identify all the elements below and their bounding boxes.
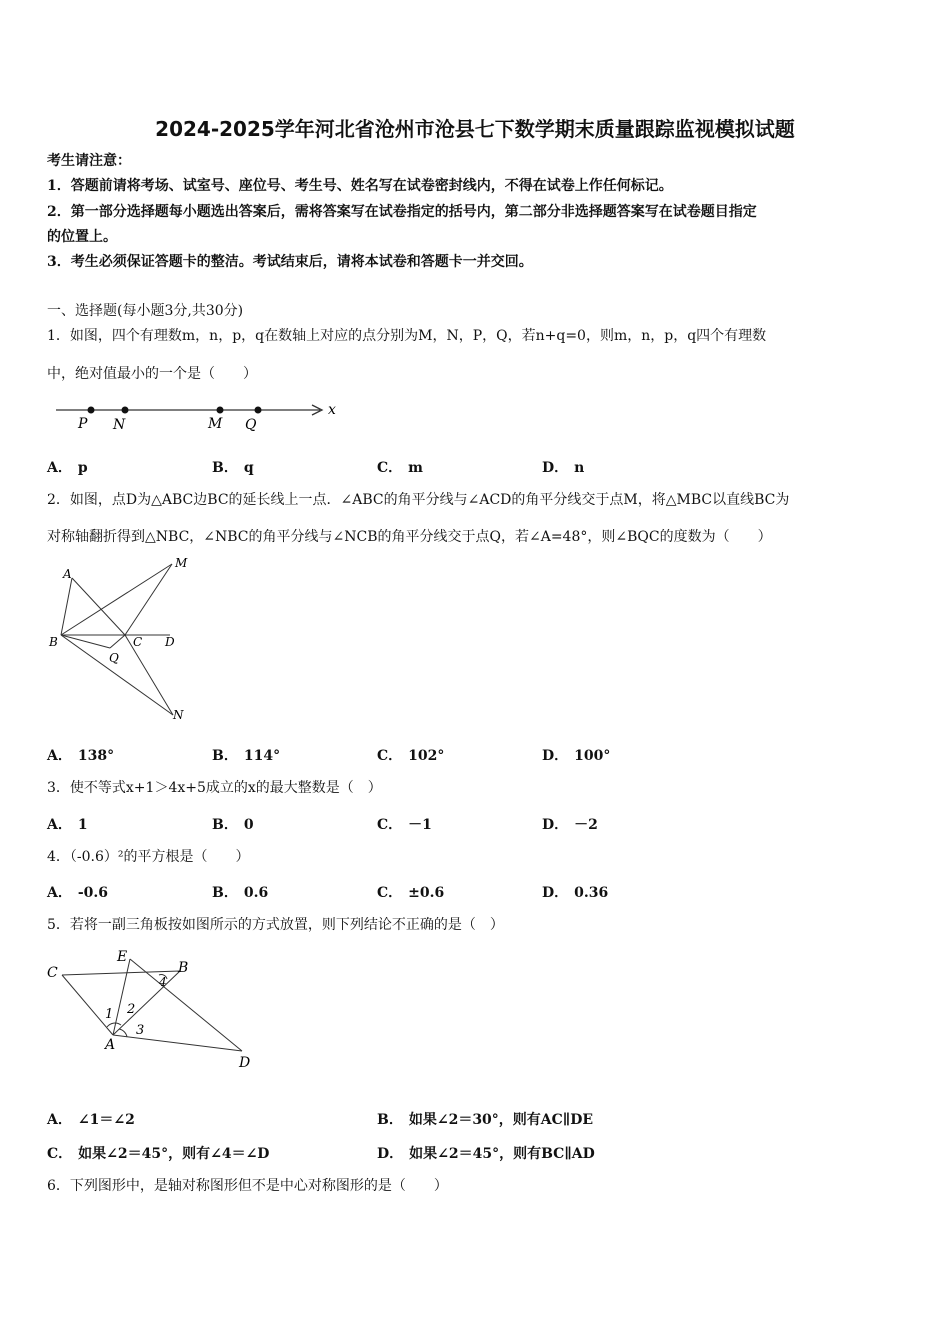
q3-option-b: B． 0 xyxy=(212,817,254,833)
q5-option-c: C． 如果∠2＝45°，则有∠4＝∠D xyxy=(47,1146,270,1162)
point-label-M: M xyxy=(208,416,223,432)
q4-option-a: A． -0.6 xyxy=(47,885,109,901)
notice-heading: 考生请注意： xyxy=(47,153,131,169)
q6-text: 6．下列图形中，是轴对称图形但不是中心对称图形的是（ ） xyxy=(47,1178,448,1194)
notice-item-2: 2．第一部分选择题每小题选出答案后，需将答案写在试卷指定的括号内，第二部分非选择题答案写在试卷题目指定 xyxy=(47,204,757,220)
q2-option-d: D． 100° xyxy=(542,748,611,764)
q4-option-c: C． ±0.6 xyxy=(377,885,445,901)
page-title: 2024-2025学年河北省沧州市沧县七下数学期末质量跟踪监视模拟试题 xyxy=(155,117,795,141)
label-D: D xyxy=(165,635,175,649)
q4-option-d: D． 0.36 xyxy=(542,885,609,901)
axis-label-x: x xyxy=(328,402,336,418)
angle-label-1: 1 xyxy=(105,1007,114,1022)
section-heading: 一、选择题(每小题3分,共30分) xyxy=(47,303,244,319)
q4-text: 4．（-0.6）²的平方根是（ ） xyxy=(47,849,250,865)
label-A: A xyxy=(105,1037,116,1053)
q1-text-line1: 1．如图，四个有理数m，n，p，q在数轴上对应的点分别为M，N，P，Q，若n+q=0，则m，n，p，q四个有理数 xyxy=(47,328,767,344)
label-Q: Q xyxy=(109,651,119,665)
q2-text-line1: 2．如图，点D为△ABC边BC的延长线上一点．∠ABC的角平分线与∠ACD的角平分线交于点M，将△MBC以直线BC为 xyxy=(47,492,790,508)
label-A: A xyxy=(63,567,72,581)
q2-option-b: B． 114° xyxy=(212,748,281,764)
q5-text: 5．若将一副三角板按如图所示的方式放置，则下列结论不正确的是（ ） xyxy=(47,917,504,933)
label-N: N xyxy=(173,708,184,722)
q2-option-c: C． 102° xyxy=(377,748,445,764)
angle-label-4: 4 xyxy=(159,975,167,989)
q1-option-b: B． q xyxy=(212,460,254,476)
q5-figure xyxy=(45,945,265,1075)
label-C: C xyxy=(133,635,143,649)
q1-number-line xyxy=(50,398,350,438)
q5-option-d: D． 如果∠2＝45°，则有BC∥AD xyxy=(377,1146,595,1162)
point-label-P: P xyxy=(78,416,88,432)
point-label-Q: Q xyxy=(245,417,257,433)
q3-option-d: D． －2 xyxy=(542,817,598,833)
q3-option-a: A． 1 xyxy=(47,817,88,833)
label-B: B xyxy=(178,960,189,976)
label-D: D xyxy=(239,1055,251,1071)
notice-item-2-cont: 的位置上。 xyxy=(47,229,117,245)
q1-option-a: A． p xyxy=(47,460,88,476)
label-M: M xyxy=(175,556,188,570)
q3-text: 3．使不等式x+1＞4x+5成立的x的最大整数是（ ） xyxy=(47,780,382,796)
q2-figure xyxy=(45,555,205,725)
q5-option-a: A． ∠1＝∠2 xyxy=(47,1112,135,1128)
q1-option-c: C． m xyxy=(377,460,423,476)
q1-option-d: D． n xyxy=(542,460,585,476)
q2-option-a: A． 138° xyxy=(47,748,115,764)
q5-option-b: B． 如果∠2＝30°，则有AC∥DE xyxy=(377,1112,594,1128)
q2-text-line2: 对称轴翻折得到△NBC，∠NBC的角平分线与∠NCB的角平分线交于点Q，若∠A=48°，则∠BQC的度数为（ ） xyxy=(47,529,772,545)
notice-item-3: 3．考生必须保证答题卡的整洁。考试结束后，请将本试卷和答题卡一并交回。 xyxy=(47,254,533,270)
notice-item-1: 1．答题前请将考场、试室号、座位号、考生号、姓名写在试卷密封线内，不得在试卷上作任何标记。 xyxy=(47,178,673,194)
q3-option-c: C． －1 xyxy=(377,817,432,833)
angle-label-3: 3 xyxy=(136,1023,145,1038)
label-E: E xyxy=(117,949,128,965)
label-B: B xyxy=(49,635,58,649)
point-label-N: N xyxy=(113,417,126,433)
angle-label-2: 2 xyxy=(127,1002,136,1017)
q1-text-line2: 中，绝对值最小的一个是（ ） xyxy=(47,366,257,382)
q4-option-b: B． 0.6 xyxy=(212,885,269,901)
label-C: C xyxy=(47,965,58,981)
